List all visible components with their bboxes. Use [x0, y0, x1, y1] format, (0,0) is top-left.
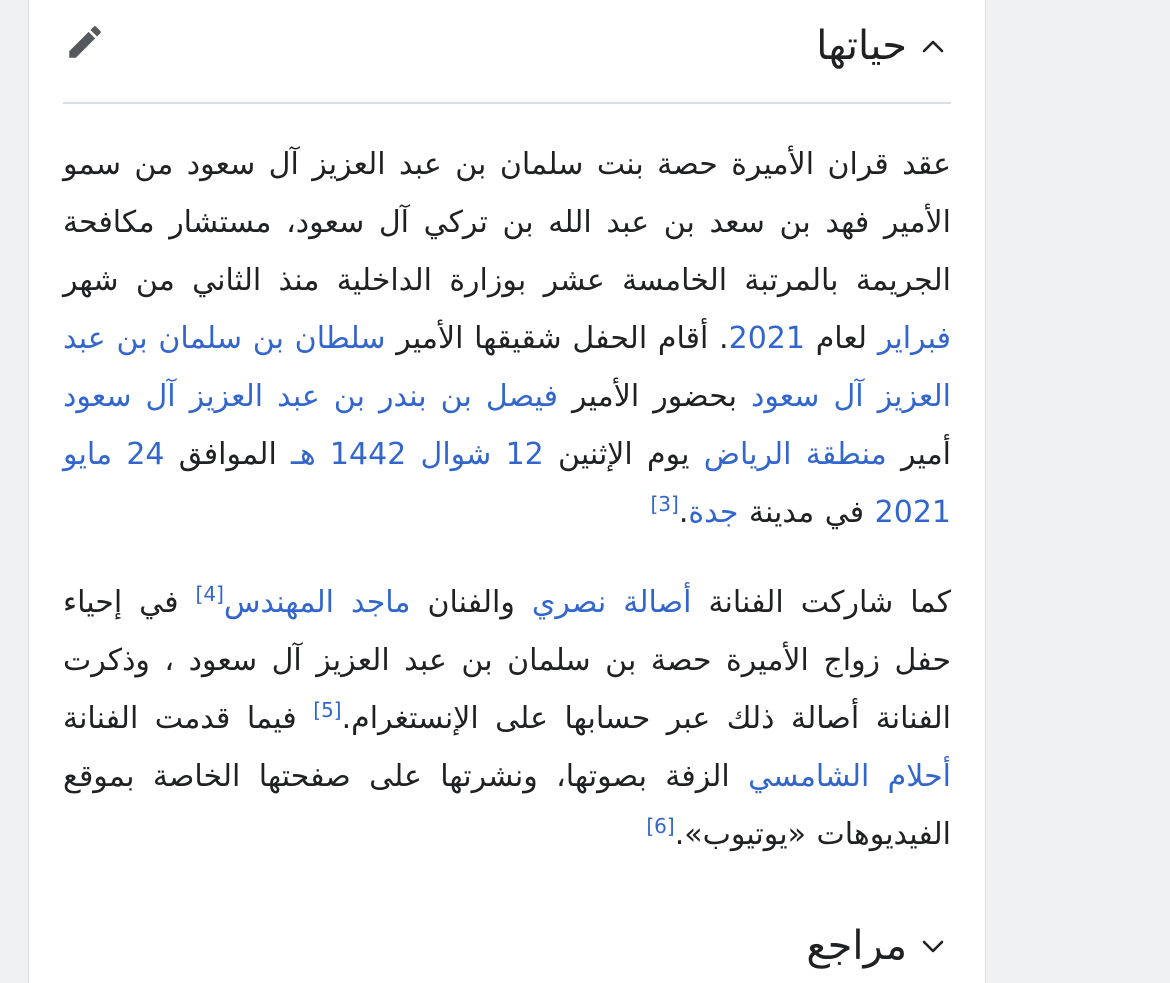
edit-section-button[interactable]	[63, 22, 107, 66]
link-hijri-date[interactable]: 12 شوال 1442 هـ	[291, 437, 544, 472]
text: أمير	[886, 437, 952, 472]
paragraph-2	[63, 574, 951, 864]
link-february[interactable]: فبراير	[877, 321, 951, 356]
text: بحضور الأمير	[558, 379, 751, 414]
text: .	[678, 495, 689, 530]
text: في إحياء حفل زواج الأميرة حصة بن سلمان بن عبد العزيز آل سعود ، وذكرت الفنانة أصالة ذلك عبر حسابها على الإنستغرام.	[63, 585, 951, 736]
link-sultan-bin-salman[interactable]: سلطان بن سلمان بن عبد العزيز آل سعود	[63, 321, 952, 414]
link-majid-almohandis[interactable]: ماجد المهندس	[223, 585, 411, 620]
link-2021-year[interactable]: 2021	[874, 495, 951, 530]
text: في مدينة	[738, 495, 875, 530]
link-riyadh-region[interactable]: منطقة الرياض	[703, 437, 887, 472]
section-title: حياتها	[816, 23, 907, 69]
article-page	[28, 0, 986, 983]
text: والفنان	[410, 585, 532, 620]
link-2021[interactable]: 2021	[728, 321, 805, 356]
reference-3[interactable]: [3]	[650, 492, 679, 516]
link-24-may[interactable]: 24 مايو	[63, 437, 165, 472]
text: فيما قدمت الفنانة	[63, 701, 314, 736]
section-divider	[63, 102, 951, 104]
reference-4[interactable]: [4]	[195, 582, 224, 606]
reference-5[interactable]: [5]	[313, 698, 342, 722]
text: . أقام الحفل شقيقها الأمير	[385, 321, 729, 356]
section-header-hayatuha[interactable]	[63, 16, 951, 76]
paragraph-1	[63, 136, 951, 542]
text: كما شاركت الفنانة	[691, 585, 951, 620]
link-asala-nasri[interactable]: أصالة نصري	[531, 585, 692, 620]
chevron-up-icon[interactable]	[915, 28, 951, 64]
text: الزفة بصوتها، ونشرتها على صفحتها الخاصة بموقع الفيديوهات «يوتيوب».	[63, 759, 951, 852]
reference-6[interactable]: [6]	[646, 814, 675, 838]
section-title: مراجع	[806, 923, 907, 969]
pencil-icon	[64, 21, 106, 68]
text: الموافق	[164, 437, 292, 472]
link-faisal-bin-bandar[interactable]: فيصل بن بندر بن عبد العزيز آل سعود	[63, 379, 559, 414]
link-jeddah[interactable]: جدة	[688, 495, 739, 530]
text: لعام	[804, 321, 878, 356]
chevron-down-icon[interactable]	[915, 928, 951, 964]
link-ahlam-alshamsi[interactable]: أحلام الشامسي	[748, 759, 952, 794]
text: يوم الإثنين	[543, 437, 704, 472]
section-header-references[interactable]	[63, 916, 951, 976]
text: عقد قران الأميرة حصة بنت سلمان بن عبد العزيز آل سعود من سمو الأمير فهد بن سعد بن عبد الله بن تركي آل سعود، مستشار مكافحة الجريمة بالمرتبة الخامسة عشر بوزارة الداخلية منذ الثاني من شهر	[63, 147, 951, 298]
